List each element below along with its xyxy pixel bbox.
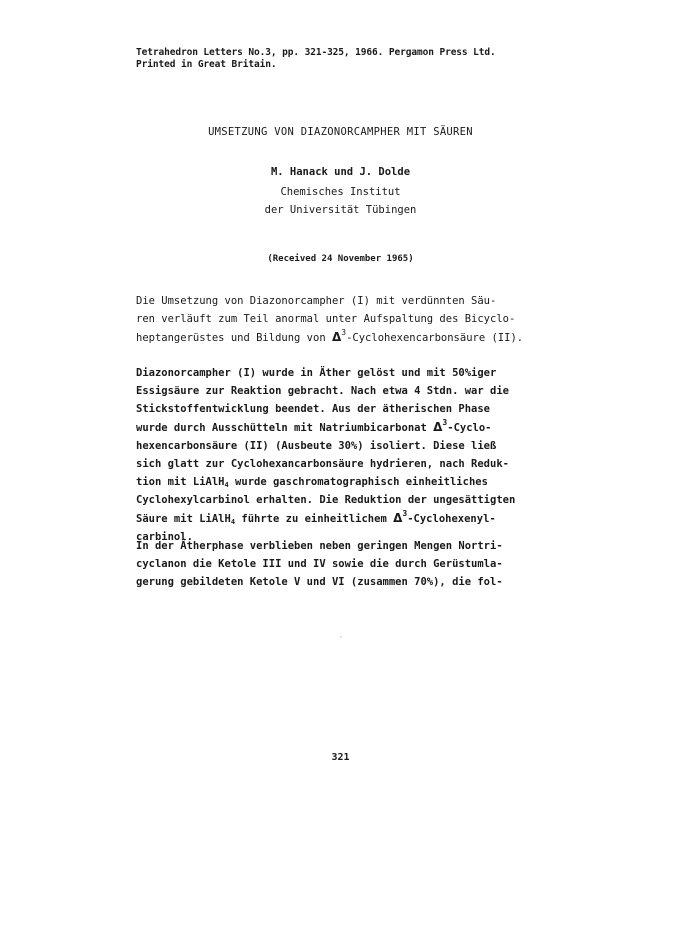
- superscript: 3: [402, 509, 408, 518]
- text-line: [136, 418, 556, 437]
- received-date: (Received 24 November 1965): [267, 254, 414, 264]
- paragraph-experimental: [136, 364, 556, 546]
- text-line: carbinol.: [136, 531, 193, 543]
- text-fragment: -Cyclohexencarbonsäure (II).: [346, 332, 524, 344]
- delta-symbol: Δ: [393, 511, 403, 525]
- article-title: UMSETZUNG VON DIAZONORCAMPHER MIT SÄUREN: [208, 126, 473, 138]
- text-fragment: tion mit LiAlH: [136, 476, 225, 488]
- text-line: gerung gebildeten Ketole V und VI (zusammen 70%), die fol-: [136, 576, 503, 588]
- text-line: [136, 509, 556, 528]
- text-fragment: führte zu einheitlichem: [235, 513, 394, 525]
- text-fragment: -Cyclo-: [447, 422, 492, 434]
- text-line: ren verläuft zum Teil anormal unter Aufspaltung des Bicyclo-: [136, 313, 516, 325]
- page-number: 321: [331, 752, 350, 763]
- journal-citation: Tetrahedron Letters No.3, pp. 321-325, 1966. Pergamon Press Ltd.: [136, 47, 496, 58]
- text-line: cyclanon die Ketole III und IV sowie die durch Gerüstumla-: [136, 558, 503, 570]
- delta-symbol: Δ: [433, 420, 443, 434]
- text-fragment: heptangerüstes und Bildung von: [136, 332, 332, 344]
- text-line: [136, 328, 556, 347]
- superscript: 3: [442, 418, 448, 427]
- paragraph-ether-phase: [136, 537, 556, 591]
- text-line: hexencarbonsäure (II) (Ausbeute 30%) isoliert. Diese ließ: [136, 440, 497, 452]
- text-line: [136, 473, 556, 491]
- text-fragment: Säure mit LiAlH: [136, 513, 231, 525]
- delta-symbol: Δ: [331, 330, 342, 344]
- text-fragment: -Cyclohexenyl-: [407, 513, 496, 525]
- text-line: Diazonorcampher (I) wurde in Äther gelöst und mit 50%iger: [136, 367, 497, 379]
- text-line: Cyclohexylcarbinol erhalten. Die Reduktion der ungesättigten: [136, 494, 516, 506]
- paragraph-intro: [136, 292, 556, 347]
- text-line: Die Umsetzung von Diazonorcampher (I) mit verdünnten Säu-: [136, 295, 497, 307]
- text-fragment: wurde gaschromatographisch einheitliches: [228, 476, 488, 488]
- subscript: 4: [224, 481, 229, 489]
- affiliation-university: der Universität Tübingen: [264, 204, 417, 216]
- article-authors: M. Hanack und J. Dolde: [270, 166, 411, 178]
- scan-speck: [340, 636, 342, 638]
- text-fragment: wurde durch Ausschütteln mit Natriumbicarbonat: [136, 422, 434, 434]
- subscript: 4: [230, 518, 236, 526]
- affiliation-institute: Chemisches Institut: [280, 186, 401, 198]
- superscript: 3: [341, 328, 347, 337]
- text-line: Stickstoffentwicklung beendet. Aus der ätherischen Phase: [136, 403, 491, 415]
- text-line: sich glatt zur Cyclohexancarbonsäure hydrieren, nach Reduk-: [136, 458, 509, 470]
- text-line: Essigsäure zur Reaktion gebracht. Nach etwa 4 Stdn. war die: [136, 385, 509, 397]
- text-line: In der Ätherphase verblieben neben geringen Mengen Nortri-: [136, 540, 503, 552]
- printed-in-line: Printed in Great Britain.: [136, 59, 277, 70]
